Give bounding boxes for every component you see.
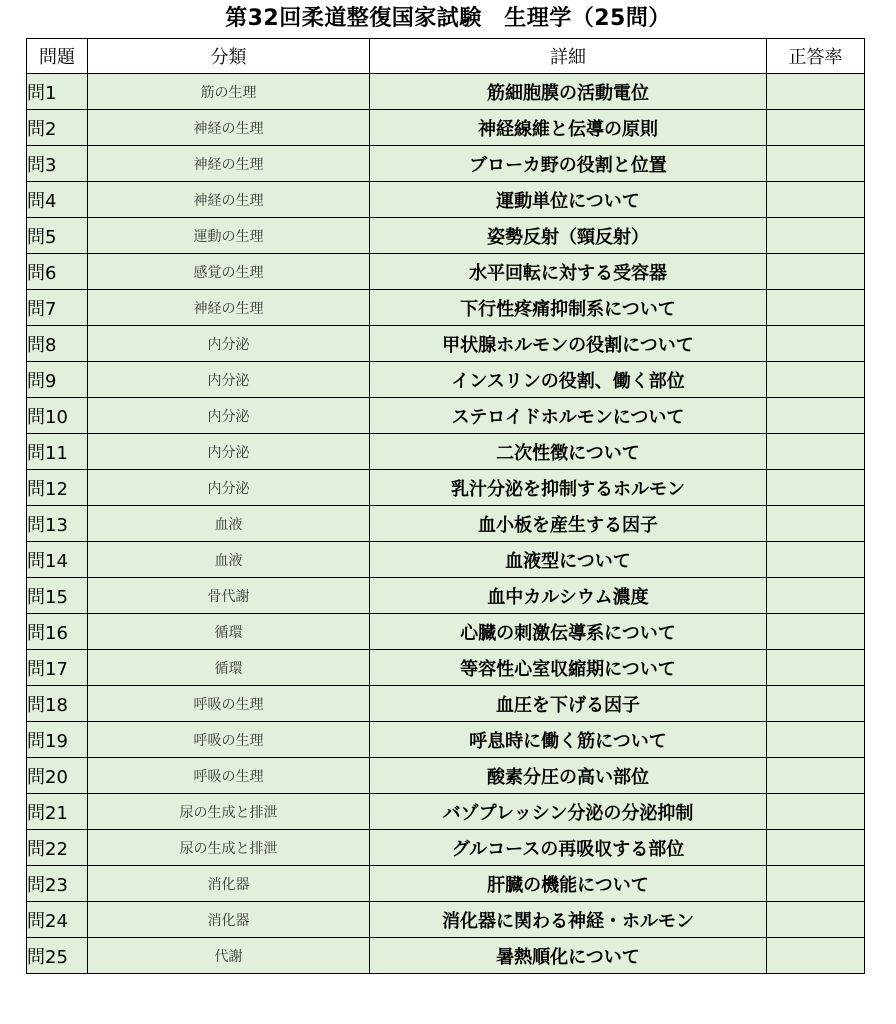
detail-cell: バゾプレッシン分泌の分泌抑制	[370, 794, 767, 830]
detail-cell: 筋細胞膜の活動電位	[370, 74, 767, 110]
question-number-cell: 問8	[27, 326, 88, 362]
question-number-cell: 問4	[27, 182, 88, 218]
correct-rate-cell	[767, 758, 865, 794]
table-row	[27, 758, 865, 794]
detail-cell: 等容性心室収縮期について	[370, 650, 767, 686]
detail-cell: 酸素分圧の高い部位	[370, 758, 767, 794]
question-number-cell: 問3	[27, 146, 88, 182]
detail-cell: 呼息時に働く筋について	[370, 722, 767, 758]
table-row	[27, 362, 865, 398]
correct-rate-cell	[767, 470, 865, 506]
question-number-cell: 問11	[27, 434, 88, 470]
question-number-cell: 問20	[27, 758, 88, 794]
category-cell: 内分泌	[88, 434, 370, 470]
table-row	[27, 74, 865, 110]
correct-rate-cell	[767, 902, 865, 938]
question-number-cell: 問21	[27, 794, 88, 830]
category-cell: 神経の生理	[88, 290, 370, 326]
header-rate: 正答率	[767, 39, 865, 74]
correct-rate-cell	[767, 398, 865, 434]
correct-rate-cell	[767, 290, 865, 326]
correct-rate-cell	[767, 218, 865, 254]
category-cell: 神経の生理	[88, 110, 370, 146]
correct-rate-cell	[767, 362, 865, 398]
detail-cell: 血小板を産生する因子	[370, 506, 767, 542]
header-number: 問題	[27, 39, 88, 74]
question-number-cell: 問9	[27, 362, 88, 398]
category-cell: 尿の生成と排泄	[88, 794, 370, 830]
page-title: 第32回柔道整復国家試験 生理学（25問）	[225, 6, 671, 31]
question-number-cell: 問1	[27, 74, 88, 110]
detail-cell: 下行性疼痛抑制系について	[370, 290, 767, 326]
category-cell: 血液	[88, 542, 370, 578]
category-cell: 内分泌	[88, 326, 370, 362]
question-number-cell: 問6	[27, 254, 88, 290]
table-row	[27, 398, 865, 434]
table-row	[27, 434, 865, 470]
correct-rate-cell	[767, 74, 865, 110]
question-number-cell: 問10	[27, 398, 88, 434]
detail-cell: 血液型について	[370, 542, 767, 578]
table-row	[27, 254, 865, 290]
category-cell: 骨代謝	[88, 578, 370, 614]
correct-rate-cell	[767, 614, 865, 650]
category-cell: 内分泌	[88, 398, 370, 434]
correct-rate-cell	[767, 578, 865, 614]
table-row	[27, 506, 865, 542]
question-number-cell: 問14	[27, 542, 88, 578]
category-cell: 感覚の生理	[88, 254, 370, 290]
category-cell: 循環	[88, 650, 370, 686]
detail-cell: 甲状腺ホルモンの役割について	[370, 326, 767, 362]
exam-table	[26, 38, 865, 974]
question-number-cell: 問22	[27, 830, 88, 866]
table-body	[27, 74, 865, 974]
correct-rate-cell	[767, 326, 865, 362]
header-category: 分類	[88, 39, 370, 74]
correct-rate-cell	[767, 110, 865, 146]
detail-cell: 消化器に関わる神経・ホルモン	[370, 902, 767, 938]
category-cell: 呼吸の生理	[88, 686, 370, 722]
detail-cell: 肝臓の機能について	[370, 866, 767, 902]
question-number-cell: 問2	[27, 110, 88, 146]
question-number-cell: 問13	[27, 506, 88, 542]
detail-cell: 二次性徴について	[370, 434, 767, 470]
category-cell: 内分泌	[88, 362, 370, 398]
correct-rate-cell	[767, 866, 865, 902]
table-row	[27, 110, 865, 146]
table-row	[27, 290, 865, 326]
question-number-cell: 問23	[27, 866, 88, 902]
category-cell: 消化器	[88, 866, 370, 902]
correct-rate-cell	[767, 830, 865, 866]
header-row	[27, 39, 865, 74]
question-number-cell: 問7	[27, 290, 88, 326]
correct-rate-cell	[767, 506, 865, 542]
correct-rate-cell	[767, 542, 865, 578]
table-row	[27, 614, 865, 650]
table-row	[27, 794, 865, 830]
correct-rate-cell	[767, 434, 865, 470]
detail-cell: グルコースの再吸収する部位	[370, 830, 767, 866]
question-number-cell: 問25	[27, 938, 88, 974]
table-row	[27, 650, 865, 686]
table-row	[27, 326, 865, 362]
detail-cell: ブローカ野の役割と位置	[370, 146, 767, 182]
category-cell: 循環	[88, 614, 370, 650]
question-number-cell: 問19	[27, 722, 88, 758]
detail-cell: 乳汁分泌を抑制するホルモン	[370, 470, 767, 506]
question-number-cell: 問15	[27, 578, 88, 614]
table-row	[27, 722, 865, 758]
category-cell: 呼吸の生理	[88, 722, 370, 758]
table-row	[27, 902, 865, 938]
category-cell: 内分泌	[88, 470, 370, 506]
detail-cell: 水平回転に対する受容器	[370, 254, 767, 290]
detail-cell: ステロイドホルモンについて	[370, 398, 767, 434]
category-cell: 運動の生理	[88, 218, 370, 254]
detail-cell: 血圧を下げる因子	[370, 686, 767, 722]
table-row	[27, 866, 865, 902]
detail-cell: 心臓の刺激伝導系について	[370, 614, 767, 650]
correct-rate-cell	[767, 254, 865, 290]
correct-rate-cell	[767, 794, 865, 830]
category-cell: 消化器	[88, 902, 370, 938]
question-number-cell: 問12	[27, 470, 88, 506]
detail-cell: 姿勢反射（頸反射）	[370, 218, 767, 254]
correct-rate-cell	[767, 182, 865, 218]
correct-rate-cell	[767, 722, 865, 758]
detail-cell: インスリンの役割、働く部位	[370, 362, 767, 398]
table-row	[27, 686, 865, 722]
correct-rate-cell	[767, 650, 865, 686]
table-row	[27, 470, 865, 506]
category-cell: 筋の生理	[88, 74, 370, 110]
detail-cell: 暑熱順化について	[370, 938, 767, 974]
detail-cell: 神経線維と伝導の原則	[370, 110, 767, 146]
correct-rate-cell	[767, 938, 865, 974]
category-cell: 代謝	[88, 938, 370, 974]
detail-cell: 運動単位について	[370, 182, 767, 218]
question-number-cell: 問5	[27, 218, 88, 254]
correct-rate-cell	[767, 146, 865, 182]
table-row	[27, 542, 865, 578]
detail-cell: 血中カルシウム濃度	[370, 578, 767, 614]
table-row	[27, 218, 865, 254]
correct-rate-cell	[767, 686, 865, 722]
table-row	[27, 146, 865, 182]
category-cell: 尿の生成と排泄	[88, 830, 370, 866]
table-row	[27, 578, 865, 614]
table-row	[27, 830, 865, 866]
question-number-cell: 問16	[27, 614, 88, 650]
table-row	[27, 182, 865, 218]
question-number-cell: 問17	[27, 650, 88, 686]
question-number-cell: 問18	[27, 686, 88, 722]
category-cell: 血液	[88, 506, 370, 542]
question-number-cell: 問24	[27, 902, 88, 938]
category-cell: 神経の生理	[88, 182, 370, 218]
category-cell: 呼吸の生理	[88, 758, 370, 794]
category-cell: 神経の生理	[88, 146, 370, 182]
header-detail: 詳細	[370, 39, 767, 74]
table-row	[27, 938, 865, 974]
